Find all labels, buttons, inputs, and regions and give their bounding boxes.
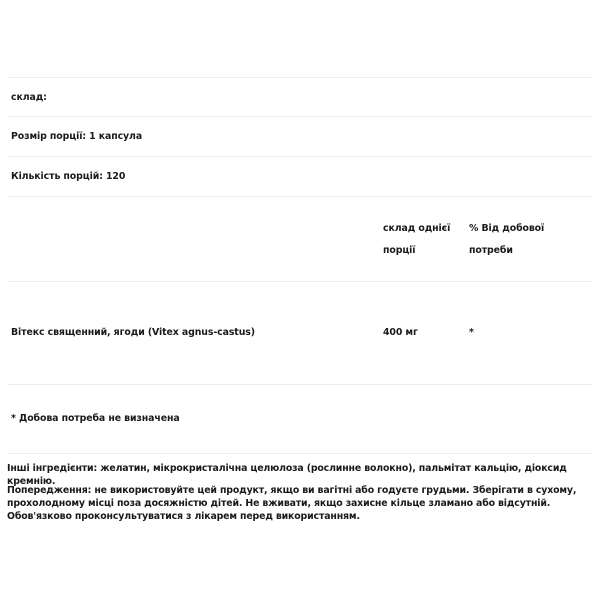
composition-heading: склад:	[11, 92, 47, 103]
warning-text: Попередження: не використовуйте цей продукт, якщо ви вагітні або годуєте грудьми. Зберігати в сухому, прохолодному місці поза досяжністю дітей. Не вживати, якщо захисне кільце зламано або відсутній. Обов'язково проконсультуватися з лікарем перед використанням.	[7, 485, 577, 522]
ingredient-amount: 400 мг	[383, 327, 418, 338]
divider	[7, 196, 593, 197]
column-header-amount-line2: порції	[383, 245, 416, 256]
serving-size: Розмір порції: 1 капсула	[11, 131, 143, 142]
divider	[7, 384, 593, 385]
footnote: * Добова потреба не визначена	[11, 413, 180, 424]
divider	[7, 453, 593, 454]
ingredient-daily-value: *	[469, 327, 474, 338]
divider	[7, 281, 593, 282]
servings-per-container: Кількість порцій: 120	[11, 171, 126, 182]
divider	[7, 77, 593, 78]
ingredient-name: Вітекс священний, ягоди (Vitex agnus-castus)	[11, 327, 255, 338]
column-header-dv-line2: потреби	[469, 245, 513, 256]
other-ingredients: Інші інгредієнти: желатин, мікрокристалічна целюлоза (рослинне волокно), пальмітат кальцію, діоксид кремнію.	[7, 463, 567, 487]
divider	[7, 156, 593, 157]
divider	[7, 116, 593, 117]
column-header-amount-line1: склад однієї	[383, 223, 451, 234]
column-header-dv-line1: % Від добової	[469, 223, 545, 234]
